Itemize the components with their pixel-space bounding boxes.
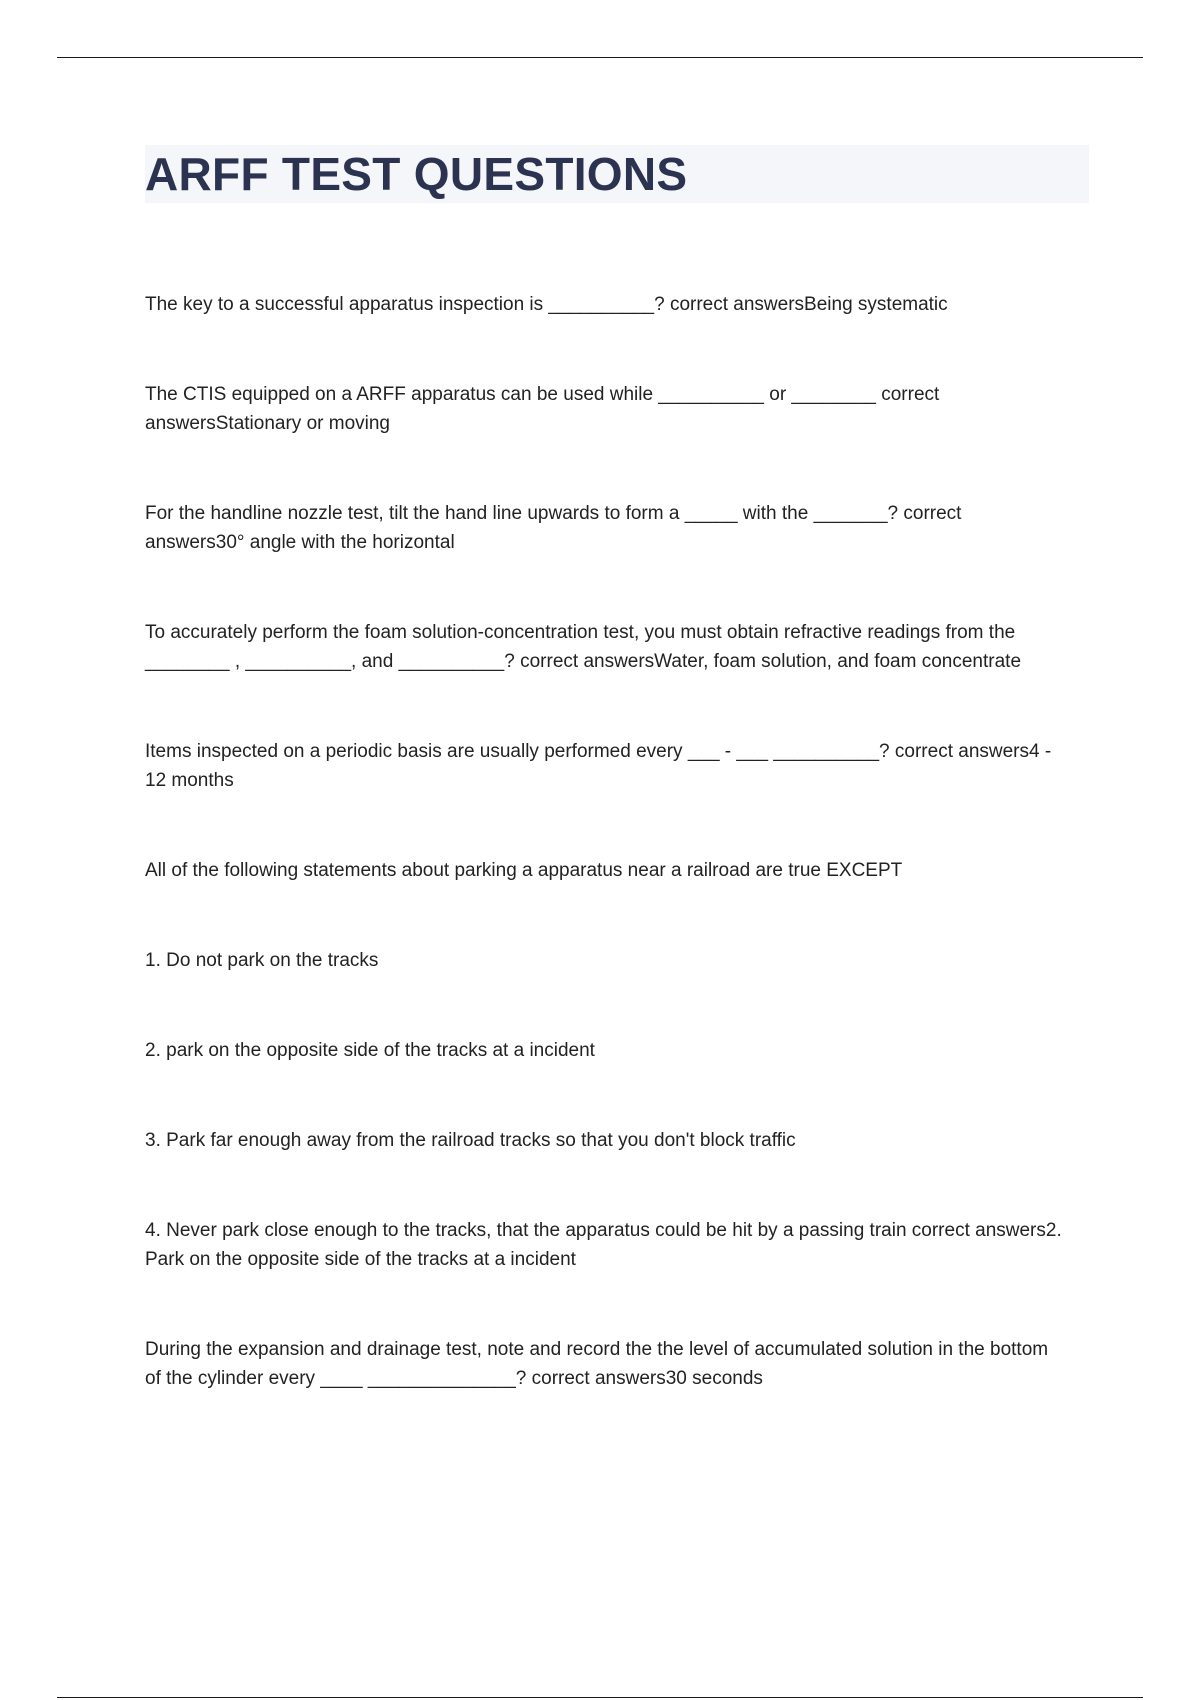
question-paragraph: During the expansion and drainage test, note and record the the level of accumulated solution in the bottom of the cylinder every ____ ______________? correct answers30 seconds xyxy=(145,1339,1049,1389)
answer-option: 2. park on the opposite side of the tracks at a incident xyxy=(145,1040,595,1061)
question-paragraph: The CTIS equipped on a ARFF apparatus can be used while __________ or ________ correct answersStationary or moving xyxy=(145,384,940,434)
question-paragraph: The key to a successful apparatus inspection is __________? correct answersBeing systematic xyxy=(145,294,948,315)
document-body xyxy=(145,290,1065,1393)
question-paragraph: For the handline nozzle test, tilt the hand line upwards to form a _____ with the _______? correct answers30° angle with the horizontal xyxy=(145,503,962,553)
question-paragraph: All of the following statements about parking a apparatus near a railroad are true EXCEPT xyxy=(145,860,903,881)
document-title: ARFF TEST QUESTIONS xyxy=(145,148,688,200)
answer-option: 1. Do not park on the tracks xyxy=(145,950,379,971)
question-paragraph: To accurately perform the foam solution-concentration test, you must obtain refractive readings from the ________ , __________, and __________? correct answersWater, foam solution, and foam concentrate xyxy=(145,622,1022,672)
page-top-rule xyxy=(57,57,1143,58)
question-paragraph: Items inspected on a periodic basis are usually performed every ___ - ___ __________? correct answers4 - 12 months xyxy=(145,741,1052,791)
answer-option: 4. Never park close enough to the tracks, that the apparatus could be hit by a passing train correct answers2. Park on the opposite side of the tracks at a incident xyxy=(145,1220,1062,1270)
page-bottom-rule xyxy=(57,1697,1143,1698)
answer-option: 3. Park far enough away from the railroad tracks so that you don't block traffic xyxy=(145,1130,796,1151)
